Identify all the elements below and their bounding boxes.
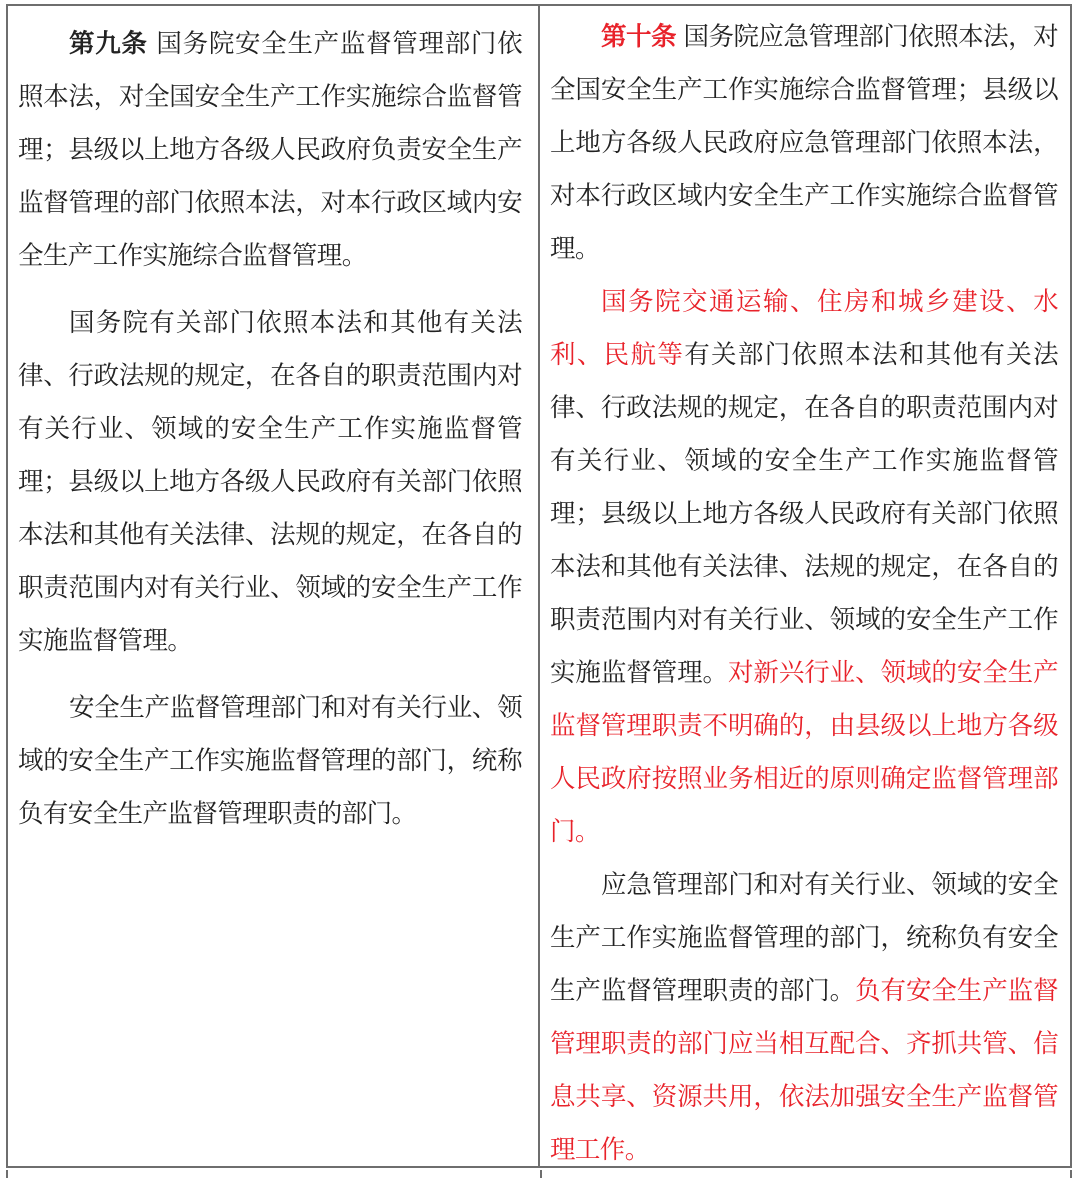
paragraph-text: 国务院应急管理部门依照本法，对全国安全生产工作实施综合监督管理；县级以上地方各级人民政府应急管理部门依照本法，对本行政区域内安全生产工作实施综合监督管理。 xyxy=(550,22,1058,264)
article-10-paragraph-1 xyxy=(550,11,1058,276)
article-9-label: 第九条 xyxy=(69,29,148,59)
article-9-paragraph-2 xyxy=(18,297,522,668)
paragraph-text: 应急管理部门和对有关行业、领域的安全生产工作实施监督管理的部门，统称负有安全生产监督管理职责的部门。 xyxy=(550,870,1058,1006)
amended-text-highlight: 负有安全生产监督管理职责的部门应当相互配合、齐抓共管、信息共享、资源共用，依法加强安全生产监督管理工作。 xyxy=(550,976,1058,1165)
paragraph-text: 国务院有关部门依照本法和其他有关法律、行政法规的规定，在各自的职责范围内对有关行业、领域的安全生产工作实施监督管理；县级以上地方各级人民政府有关部门依照本法和其他有关法律、法规的规定，在各自的职责范围内对有关行业、领域的安全生产工作实施监督管理。 xyxy=(18,308,522,656)
article-10-paragraph-3 xyxy=(550,859,1058,1177)
old-law-column xyxy=(8,6,540,1166)
amended-text-highlight: 对新兴行业、领域的安全生产监督管理职责不明确的，由县级以上地方各级人民政府按照业务相近的原则确定监督管理部门。 xyxy=(550,658,1058,847)
paragraph-text: 有关部门依照本法和其他有关法律、行政法规的规定，在各自的职责范围内对有关行业、领域的安全生产工作实施监督管理；县级以上地方各级人民政府有关部门依照本法和其他有关法律、法规的规定，在各自的职责范围内对有关行业、领域的安全生产工作实施监督管理。 xyxy=(550,340,1058,688)
paragraph-text: 国务院安全生产监督管理部门依照本法，对全国安全生产工作实施综合监督管理；县级以上地方各级人民政府负责安全生产监督管理的部门依照本法，对本行政区域内安全生产工作实施综合监督管理。 xyxy=(18,29,523,271)
paragraph-text: 安全生产监督管理部门和对有关行业、领域的安全生产工作实施监督管理的部门，统称负有安全生产监督管理职责的部门。 xyxy=(18,693,522,829)
article-9-paragraph-3 xyxy=(18,682,522,841)
law-comparison-table xyxy=(6,4,1072,1168)
new-law-column xyxy=(540,6,1070,1166)
next-table-row-edge xyxy=(6,1170,1072,1178)
article-9-paragraph-1 xyxy=(18,18,522,283)
article-10-paragraph-2 xyxy=(550,276,1058,859)
amended-text-highlight: 国务院交通运输、住房和城乡建设、水利、民航等 xyxy=(550,287,1058,370)
article-10-label: 第十条 xyxy=(601,22,676,52)
